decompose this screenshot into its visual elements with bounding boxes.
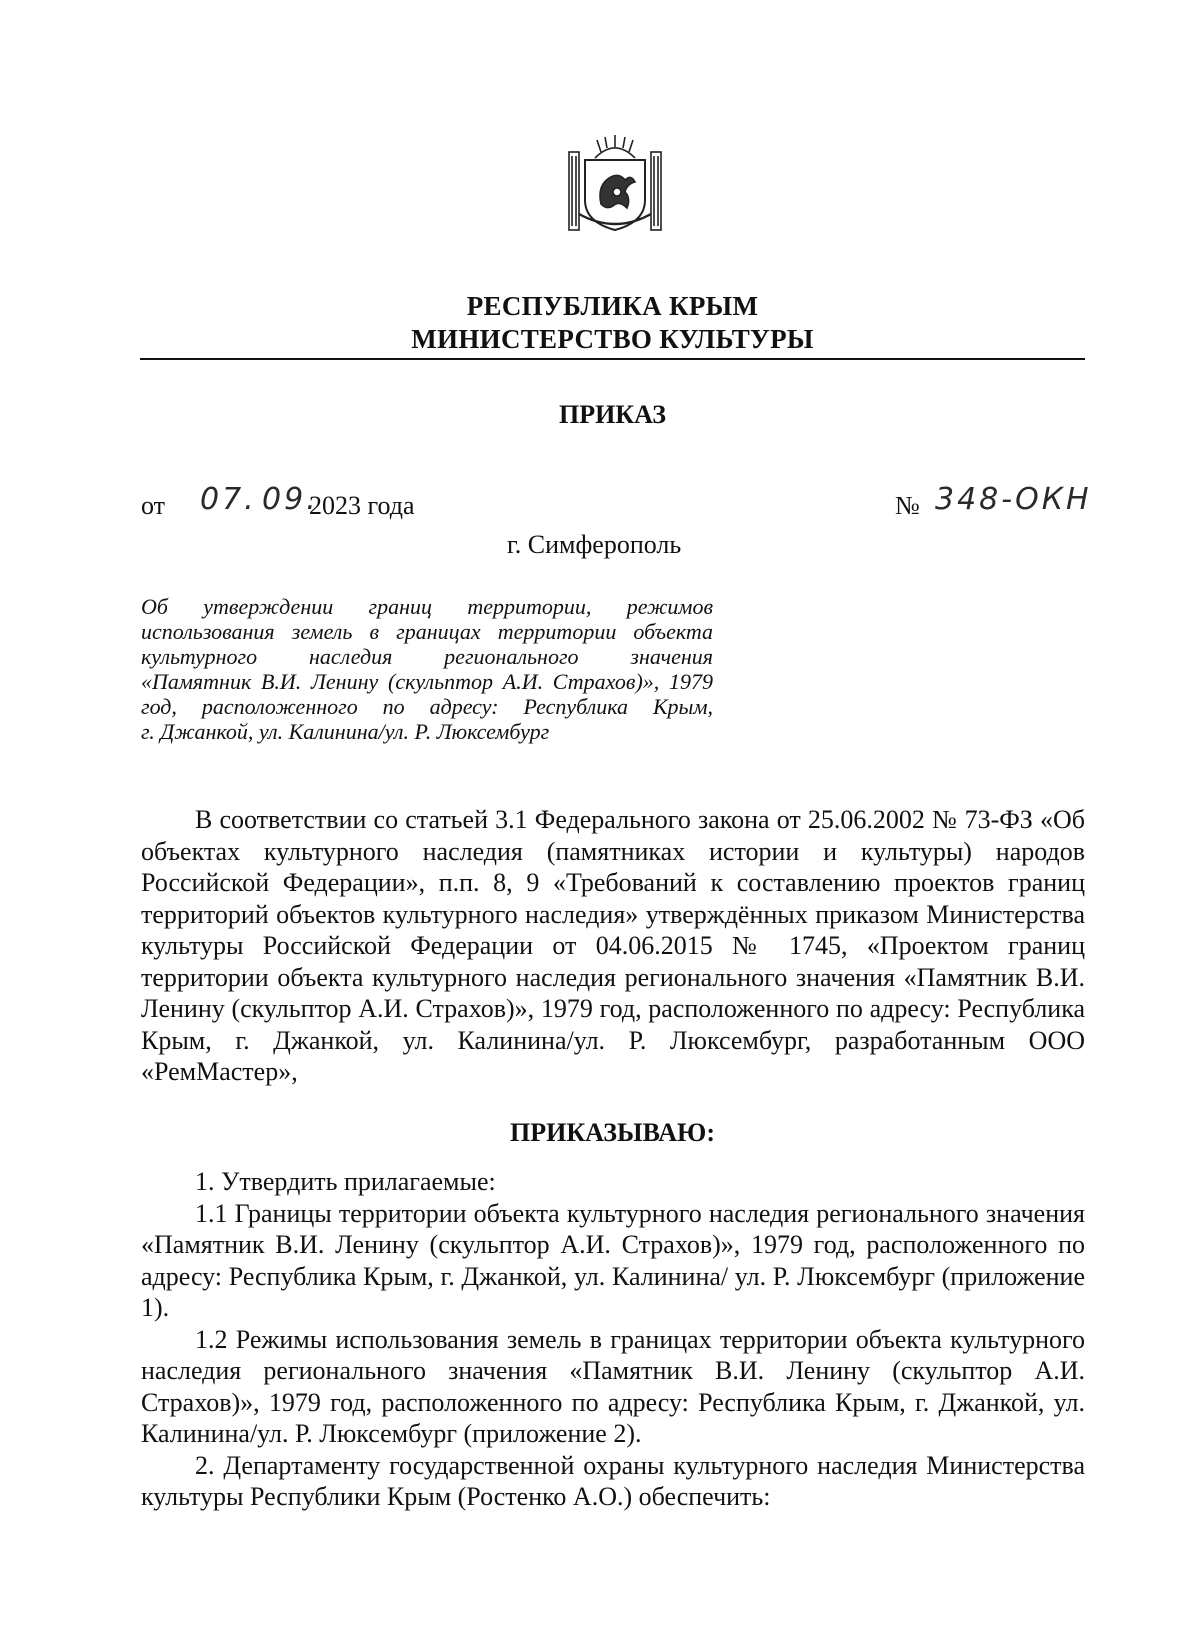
date-day-handwritten: 07. xyxy=(200,482,257,517)
order-number-handwritten: 348-ОКН xyxy=(935,482,1092,517)
subject-line: культурного наследия регионального значения xyxy=(141,644,713,669)
city: г. Симферополь xyxy=(507,530,682,559)
subject-line: «Памятник В.И. Ленину (скульптор А.И. Страхов)», 1979 xyxy=(141,669,713,694)
header-divider xyxy=(140,358,1085,360)
item-1: 1. Утвердить прилагаемые: xyxy=(195,1167,496,1196)
document-type: ПРИКАЗ xyxy=(558,400,667,429)
date-year: 2023 года xyxy=(309,491,415,520)
preamble-block xyxy=(141,804,1085,1088)
subject-line: Об утверждении границ территории, режимов xyxy=(141,594,713,619)
item-2: 2. Департаменту государственной охраны культурного наследия Министерства культуры Республики Крым (Ростенко А.О.) обеспечить: xyxy=(141,1450,1085,1511)
number-sign: № xyxy=(895,491,920,520)
org-name-line2: МИНИСТЕРСТВО КУЛЬТУРЫ xyxy=(411,324,814,354)
preamble-paragraph: В соответствии со статьей 3.1 Федерального закона от 25.06.2002 № 73-ФЗ «Об объектах культурного наследия (памятниках истории и культуры) народов Российской Федерации», п.п. 8, 9 «Требований к составлению проектов границ территорий объектов культурного наследия» утверждённых приказом Министерства культуры Российской Федерации от 04.06.2015 № 1745, «Проектом границ территории объекта культурного наследия регионального значения «Памятник В.И. Ленину (скульптор А.И. Страхов)», 1979 год, расположенного по адресу: Республика Крым, г. Джанкой, ул. Калинина/ул. Р. Люксембург, разработанным ООО «РемМастер», xyxy=(141,805,1085,1086)
subject-line: г. Джанкой, ул. Калинина/ул. Р. Люксембург xyxy=(141,719,550,744)
order-subject xyxy=(141,594,713,744)
item-1-2: 1.2 Режимы использования земель в границах территории объекта культурного наследия регионального значения «Памятник В.И. Ленину (скульптор А.И. Страхов)», 1979 год, расположенного по адресу: Республика Крым, г. Джанкой, ул. Калинина/ул. Р. Люксембург (приложение 2). xyxy=(141,1324,1085,1448)
subject-line: год, расположенного по адресу: Республика Крым, xyxy=(141,694,713,719)
org-name-line1: РЕСПУБЛИКА КРЫМ xyxy=(466,291,759,321)
date-from-label: от xyxy=(141,491,166,520)
item-1-1: 1.1 Границы территории объекта культурного наследия регионального значения «Памятник В.И. Ленину (скульптор А.И. Страхов)», 1979 год, расположенного по адресу: Республика Крым, г. Джанкой, ул. Калинина/ ул. Р. Люксембург (приложение 1). xyxy=(141,1198,1085,1322)
subject-line: использования земель в границах территории объекта xyxy=(141,619,713,644)
date-month-handwritten: 09. xyxy=(262,482,319,517)
decree-heading: ПРИКАЗЫВАЮ: xyxy=(510,1118,715,1147)
order-items xyxy=(141,1166,1085,1513)
crimea-coat-of-arms-icon xyxy=(561,134,669,234)
